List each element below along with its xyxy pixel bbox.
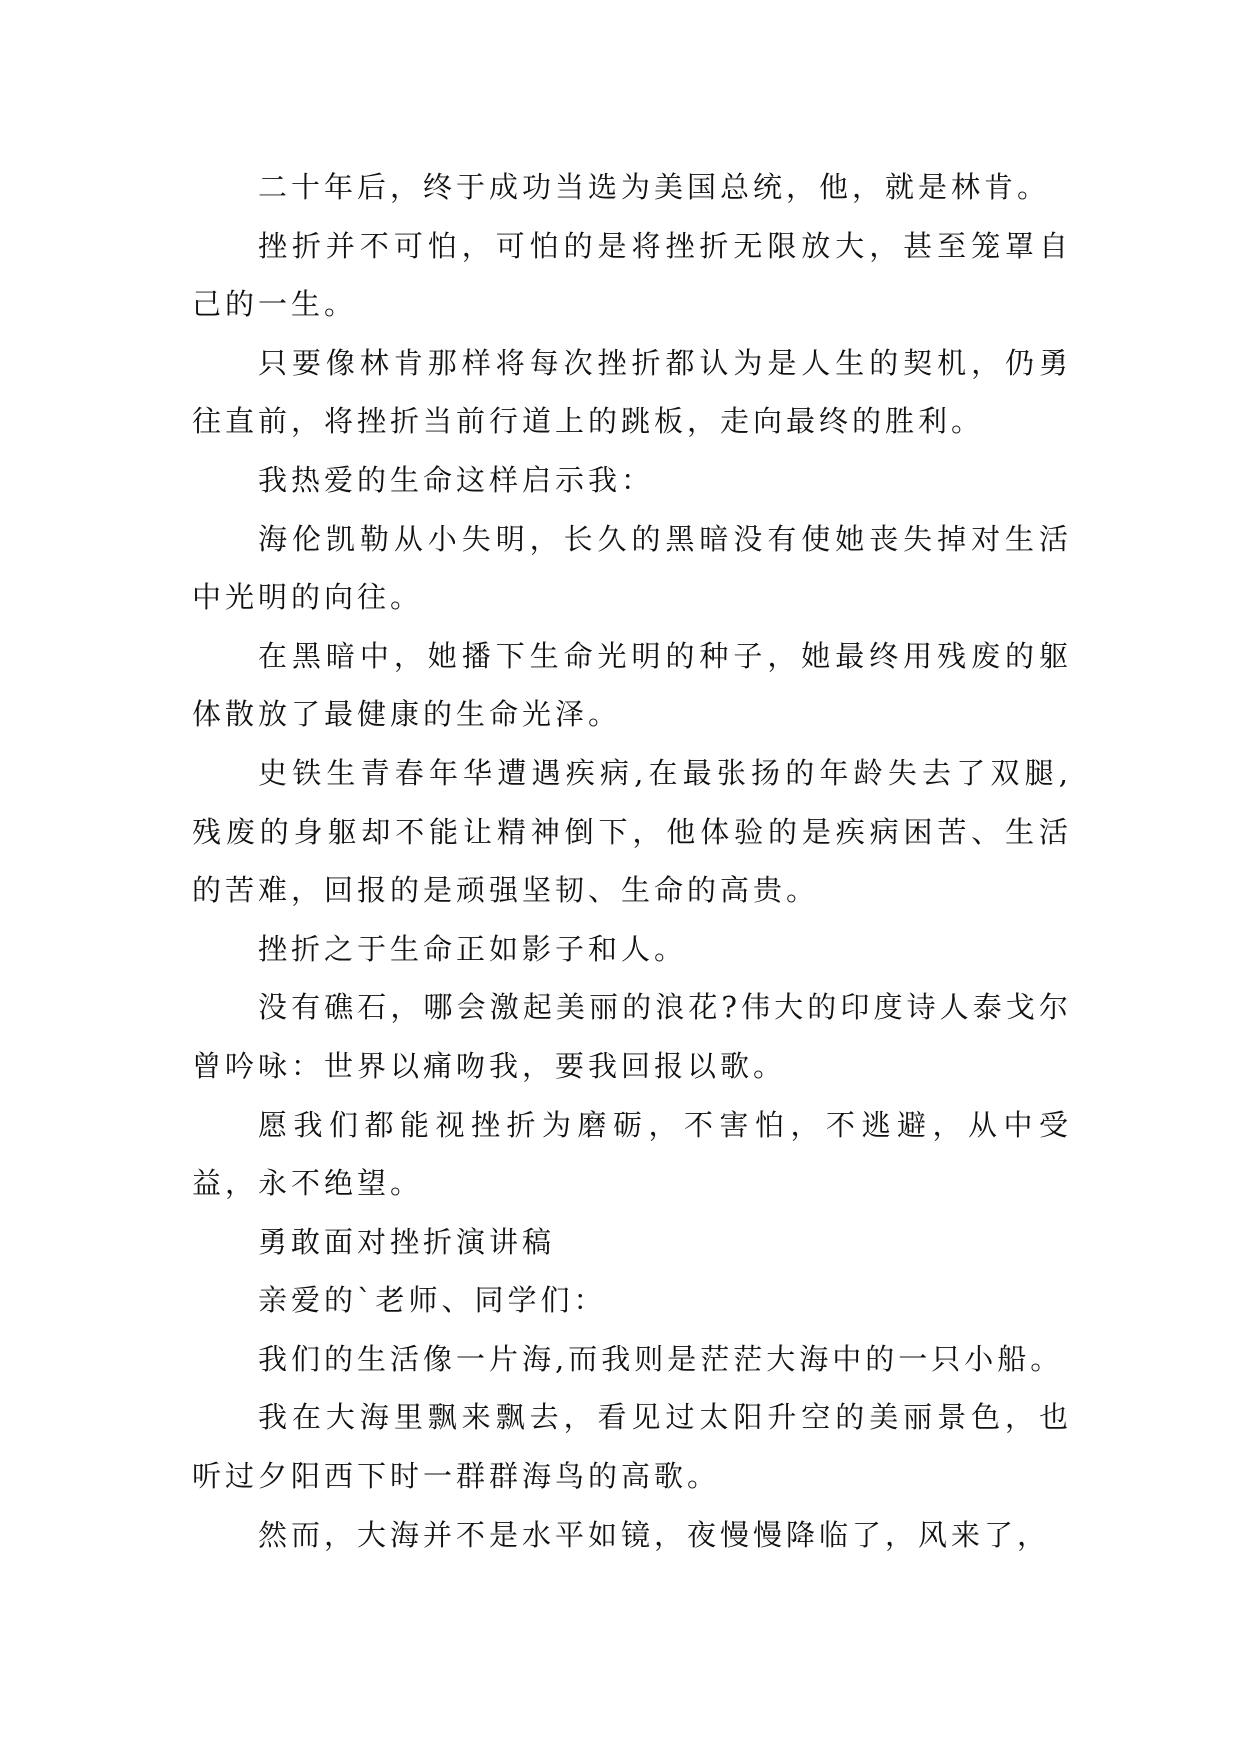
speech-greeting: 亲爱的`老师、同学们：: [258, 1283, 607, 1318]
paragraph-shadow-and-person: 挫折之于生命正如影子和人。: [258, 931, 688, 966]
paragraph-sea-not-calm: 然而，大海并不是水平如镜，夜慢慢降临了，风来了，: [258, 1517, 1051, 1552]
paragraph-lincoln-president: 二十年后，终于成功当选为美国总统，他，就是林肯。: [258, 170, 1051, 204]
paragraph-life-like-sea: 我们的生活像一片海,而我则是茫茫大海中的一只小船。: [258, 1341, 1064, 1376]
paragraph-like-lincoln: 只要像林肯那样将每次挫折都认为是人生的契机，仍勇往直前，将挫折当前行道上的跳板，走向最终的胜利。: [192, 345, 1072, 439]
paragraph-helen-keller: 海伦凯勒从小失明，长久的黑暗没有使她丧失掉对生活中光明的向往。: [192, 521, 1072, 615]
paragraph-drifting-at-sea: 我在大海里飘来飘去，看见过太阳升空的美丽景色，也听过夕阳西下时一群群海鸟的高歌。: [192, 1400, 1072, 1494]
paragraph-never-despair: 愿我们都能视挫折为磨砺，不害怕，不逃避，从中受益，永不绝望。: [192, 1107, 1072, 1201]
paragraph-life-reveals: 我热爱的生命这样启示我：: [258, 462, 655, 497]
paragraph-in-darkness: 在黑暗中，她播下生命光明的种子，她最终用残废的躯体散放了最健康的生命光泽。: [192, 638, 1072, 732]
document-body: [192, 158, 1072, 1564]
speech-title: 勇敢面对挫折演讲稿: [258, 1224, 556, 1259]
paragraph-shi-tiesheng: 史铁生青春年华遭遇疾病,在最张扬的年龄失去了双腿,残废的身躯却不能让精神倒下，他体验的是疾病困苦、生活的苦难，回报的是顽强坚韧、生命的高贵。: [192, 755, 1072, 908]
paragraph-tagore: 没有礁石，哪会激起美丽的浪花?伟大的印度诗人泰戈尔曾吟咏：世界以痛吻我，要我回报以歌。: [192, 990, 1072, 1083]
paragraph-setback-not-scary: 挫折并不可怕，可怕的是将挫折无限放大，甚至笼罩自己的一生。: [192, 228, 1072, 322]
